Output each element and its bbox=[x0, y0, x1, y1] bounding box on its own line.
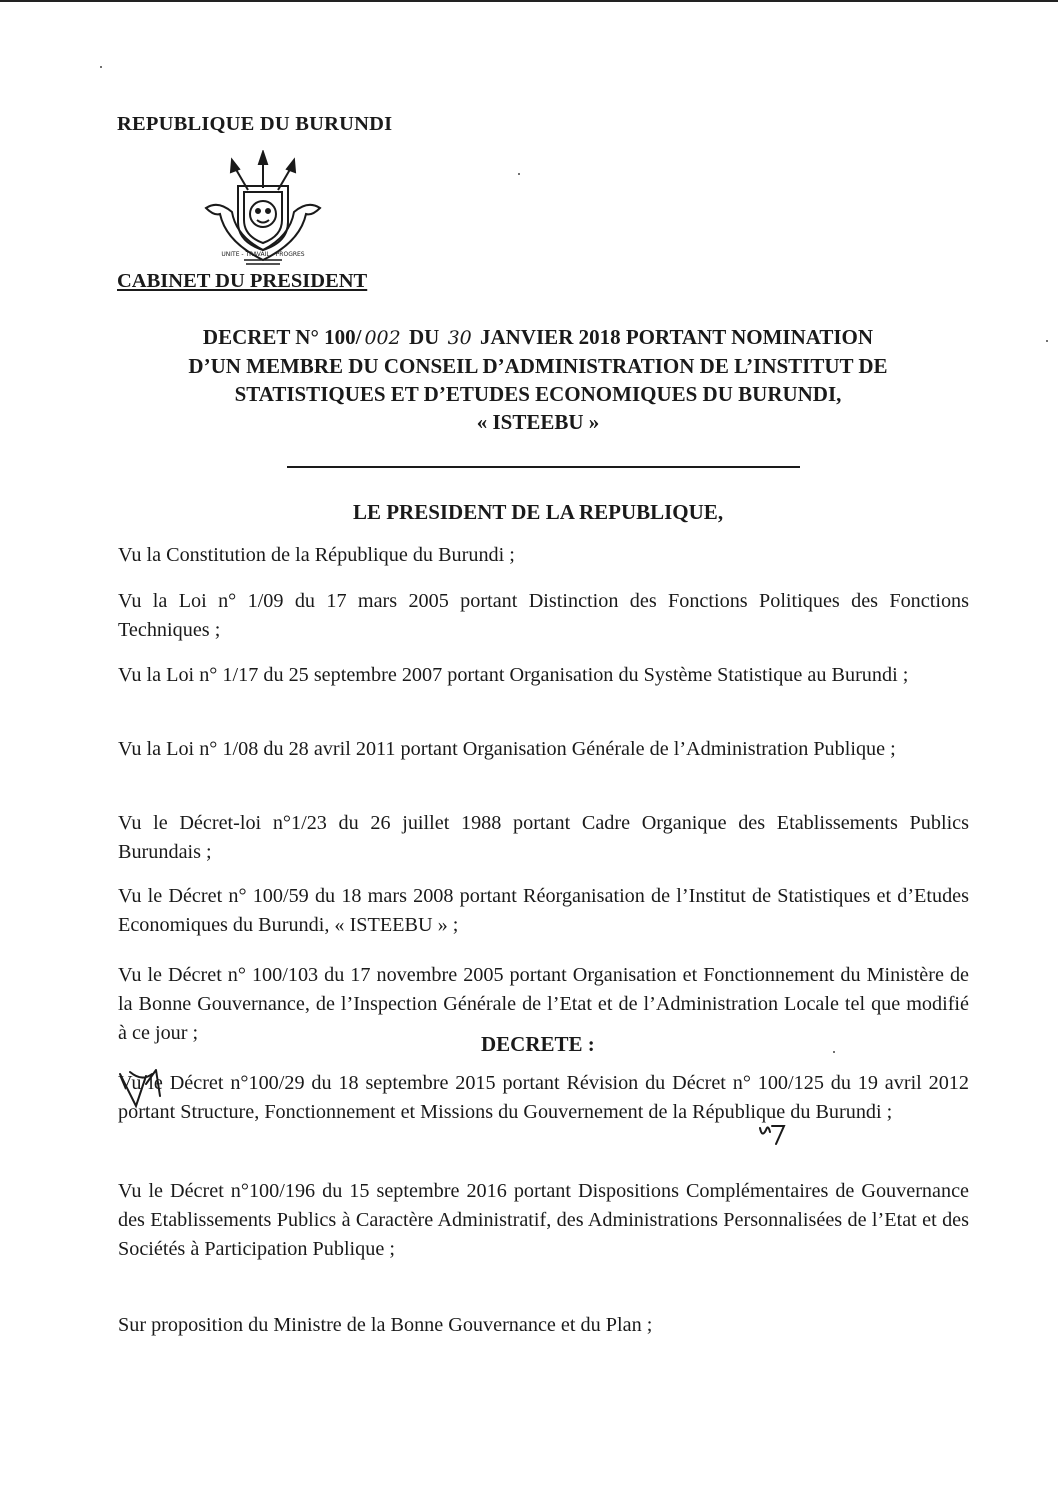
title-divider bbox=[287, 466, 800, 468]
republic-heading: REPUBLIQUE DU BURUNDI bbox=[117, 113, 393, 135]
decree-title-line-3: STATISTIQUES ET D’ETUDES ECONOMIQUES DU BURUNDI, bbox=[234, 382, 842, 406]
initial-signature-right-icon bbox=[758, 1118, 792, 1146]
emblem-motto: UNITE - TRAVAIL - PROGRES bbox=[221, 251, 305, 258]
scan-edge bbox=[0, 0, 1058, 2]
consideration-decree-100-29: Vu le Décret n°100/29 du 18 septembre 2015 portant Révision du Décret n° 100/125 du 19 avril 2012 portant Structure, Fonctionnement et Missions du Gouvernement de la République du Burundi ; bbox=[118, 1072, 969, 1123]
scan-speck bbox=[833, 1051, 835, 1053]
president-heading: LE PRESIDENT DE LA REPUBLIQUE, bbox=[352, 500, 724, 524]
handwritten-decree-day: 30 bbox=[447, 327, 472, 349]
consideration-decree-100-103: Vu le Décret n° 100/103 du 17 novembre 2005 portant Organisation et Fonctionnement du Ministère de la Bonne Gouvernance, de l’Inspection Générale de l’Etat et de l’Administration Locale tel que modifié à ce jour ; bbox=[118, 964, 969, 1044]
burundi-coat-of-arms-icon bbox=[196, 150, 330, 272]
consideration-decree-100-196: Vu le Décret n°100/196 du 15 septembre 2016 portant Dispositions Complémentaires de Gouvernance des Etablissements Publics à Caractère Administratif, des Administrations Personnalisées de l’Etat et des Sociétés à Participation Publique ; bbox=[118, 1180, 969, 1260]
decree-title-line-2: D’UN MEMBRE DU CONSEIL D’ADMINISTRATION DE L’INSTITUT DE bbox=[188, 354, 888, 378]
decree-title-line-1: DECRET N° 100/ 002 DU 30 JANVIER 2018 PORTANT NOMINATION bbox=[202, 325, 874, 349]
handwritten-decree-number: 002 bbox=[364, 327, 401, 349]
consideration-constitution: Vu la Constitution de la République du Burundi ; bbox=[118, 544, 515, 566]
cabinet-heading: CABINET DU PRESIDENT bbox=[117, 270, 368, 292]
decrete-heading: DECRETE : bbox=[481, 1032, 595, 1056]
initial-signature-left-icon bbox=[116, 1066, 178, 1116]
decree-title-line-4: « ISTEEBU » bbox=[476, 410, 600, 434]
consideration-law-1-09: Vu la Loi n° 1/09 du 17 mars 2005 portant Distinction des Fonctions Politiques des Fonctions Techniques ; bbox=[118, 590, 969, 641]
scan-speck bbox=[100, 66, 102, 68]
decree-title bbox=[108, 323, 968, 436]
consideration-law-1-17: Vu la Loi n° 1/17 du 25 septembre 2007 portant Organisation du Système Statistique au Burundi ; bbox=[118, 664, 909, 686]
consideration-law-1-08: Vu la Loi n° 1/08 du 28 avril 2011 portant Organisation Générale de l’Administration Publique ; bbox=[118, 738, 896, 760]
consideration-decree-100-59: Vu le Décret n° 100/59 du 18 mars 2008 portant Réorganisation de l’Institut de Statistiques et d’Etudes Economiques du Burundi, « ISTEEBU » ; bbox=[118, 885, 969, 936]
scan-speck bbox=[1046, 340, 1048, 342]
consideration-proposal: Sur proposition du Ministre de la Bonne Gouvernance et du Plan ; bbox=[118, 1314, 653, 1336]
consideration-decree-law-1-23: Vu le Décret-loi n°1/23 du 26 juillet 1988 portant Cadre Organique des Etablissements Publics Burundais ; bbox=[118, 812, 969, 863]
scan-speck bbox=[518, 173, 520, 175]
